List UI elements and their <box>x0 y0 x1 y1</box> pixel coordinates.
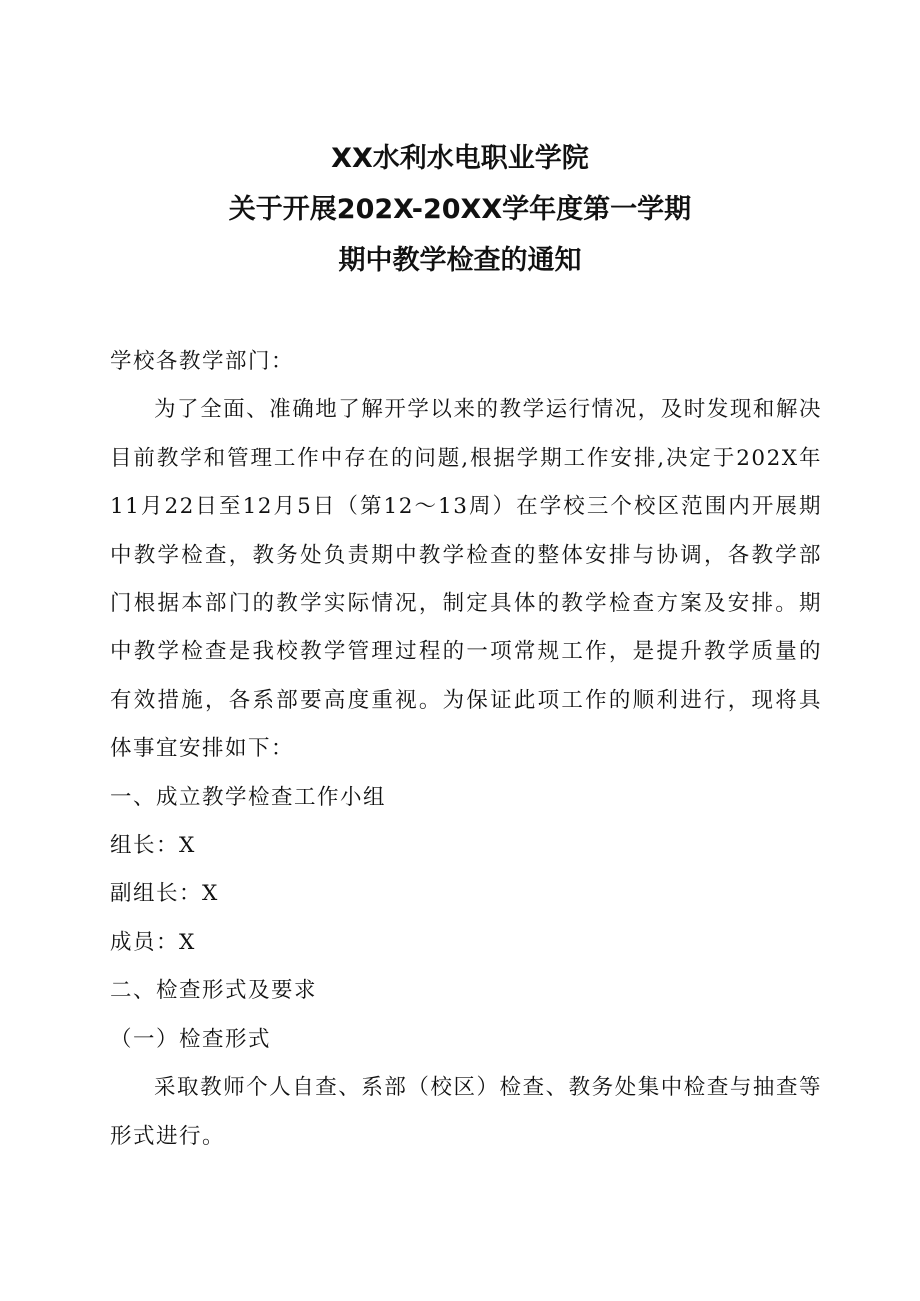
title-line-2: 关于开展202X-20XX学年度第一学期 <box>228 194 692 225</box>
intro-paragraph: 为了全面、准确地了解开学以来的教学运行情况，及时发现和解决目前教学和管理工作中存在的问题,根据学期工作安排,决定于202X年11月22日至12月5日（第12～13周）在学校三个校区范围内开展期中教学检查，教务处负责期中教学检查的整体安排与协调，各教学部门根据本部门的教学实际情况，制定具体的教学检查方案及安排。期中教学检查是我校教学管理过程的一项常规工作，是提升教学质量的有效措施，各系部要高度重视。为保证此项工作的顺利进行，现将具体事宜安排如下： <box>110 397 822 762</box>
subsection-1-heading: （一）检查形式 <box>110 1026 272 1052</box>
section-1-heading: 一、成立教学检查工作小组 <box>110 784 387 810</box>
document-body <box>110 338 822 1161</box>
title-line-1: XX水利水电职业学院 <box>331 143 589 174</box>
salutation: 学校各教学部门： <box>110 349 295 374</box>
form-paragraph: 采取教师个人自查、系部（校区）检查、教务处集中检查与抽查等形式进行。 <box>110 1075 822 1149</box>
members: 成员：X <box>110 929 196 955</box>
section-2-heading: 二、检查形式及要求 <box>110 978 318 1004</box>
title-line-3: 期中教学检查的通知 <box>338 245 582 276</box>
group-leader: 组长：X <box>110 833 196 859</box>
deputy-leader: 副组长：X <box>110 881 219 907</box>
